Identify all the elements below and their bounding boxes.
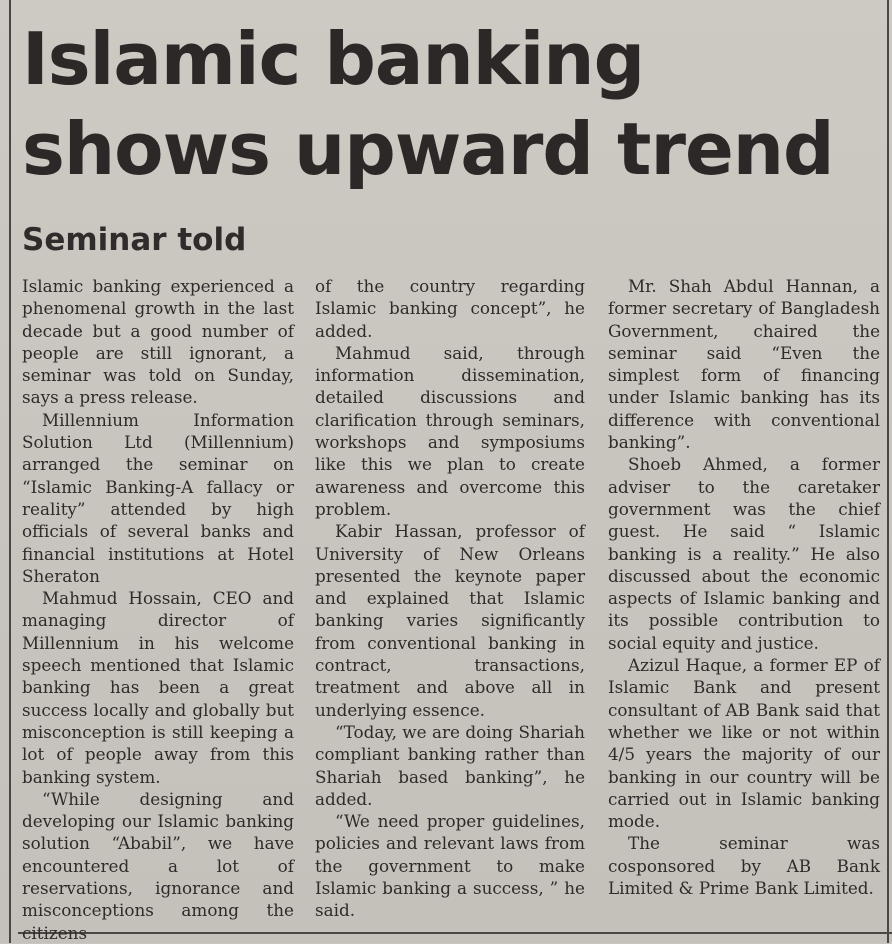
article-column-3	[608, 275, 880, 899]
paragraph: of the country regarding Islamic banking concept”, he added.	[315, 276, 585, 341]
paragraph: “Today, we are doing Shariah compliant banking rather than Shariah based banking”, he added.	[315, 721, 585, 809]
paragraph: Azizul Haque, a former EP of Islamic Bank and present consultant of AB Bank said that whether we like or not within 4/5 years the majority of our banking in our country will be carried out in Islamic banking mode.	[608, 655, 880, 832]
paragraph: Mr. Shah Abdul Hannan, a former secretary of Bangladesh Government, chaired the seminar said “Even the simplest form of financing under Islamic banking has its difference with conventional banking”.	[608, 276, 880, 453]
right-column-rule	[887, 0, 889, 943]
left-column-rule	[9, 0, 11, 943]
article-column-2	[315, 275, 585, 922]
paragraph: Millennium Information Solution Ltd (Millennium) arranged the seminar on “Islamic Banking-A fallacy or reality” attended by high officials of several banks and financial institutions at Hotel Sheraton	[22, 409, 294, 586]
paragraph: Kabir Hassan, professor of University of New Orleans presented the keynote paper and explained that Islamic banking varies significantly from conventional banking in contract, transactions, treatment and above all in underlying essence.	[315, 521, 585, 720]
article-subhead: Seminar told	[22, 222, 247, 258]
paragraph: Mahmud Hossain, CEO and managing director of Millennium in his welcome speech mentioned that Islamic banking has been a great success locally and globally but misconception is still keeping a lot of people away from this banking system.	[22, 588, 294, 787]
paragraph: The seminar was cosponsored by AB Bank Limited & Prime Bank Limited.	[608, 833, 880, 899]
paragraph: Shoeb Ahmed, a former adviser to the caretaker government was the chief guest. He said “ Islamic banking is a reality.” He also discussed about the economic aspects of Islamic banking and its possible contribution to social equity and justice.	[608, 454, 880, 653]
article-headline: Islamic banking shows upward trend	[22, 17, 834, 191]
paragraph: “We need proper guidelines, policies and relevant laws from the government to make Islamic banking a success, ” he said.	[315, 811, 585, 921]
paragraph: Mahmud said, through information dissemination, detailed discussions and clarification through seminars, workshops and symposiums like this we plan to create awareness and overcome this problem.	[315, 342, 585, 519]
paragraph: Islamic banking experienced a phenomenal growth in the last decade but a good number of people are still ignorant, a seminar was told on Sunday, says a press release.	[22, 276, 294, 408]
paragraph: “While designing and developing our Islamic banking solution “Ababil”, we have encountered a lot of reservations, ignorance and misconceptions among the citizens	[22, 788, 294, 943]
article-column-1	[22, 275, 294, 944]
